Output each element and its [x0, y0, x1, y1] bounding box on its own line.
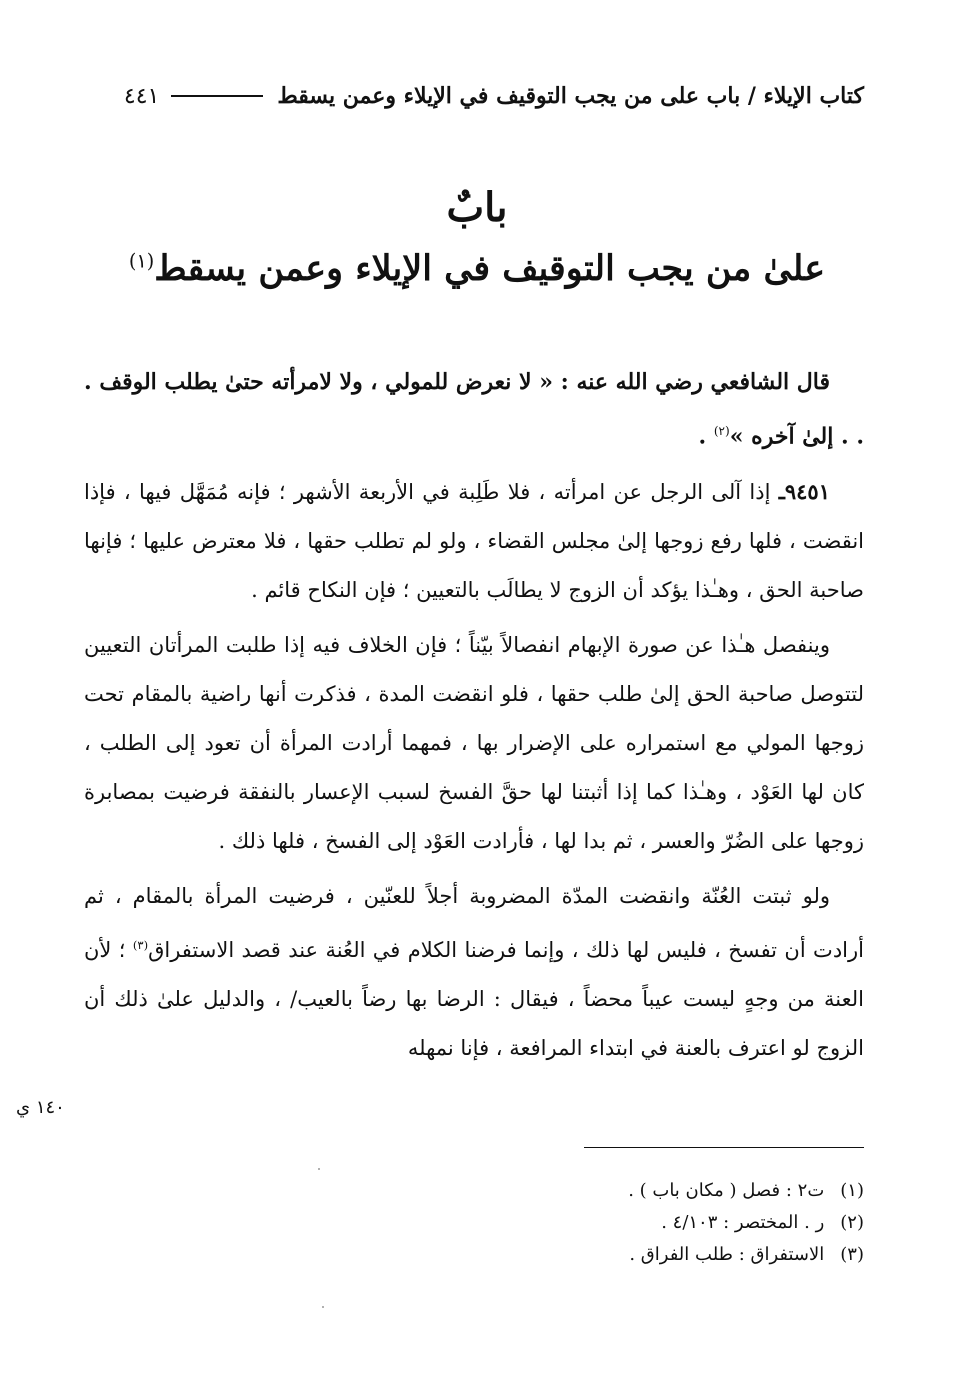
paragraph-3-text-a: ولو ثبتت العُنّة وانقضت المدّة المضروبة أجلاً للعنّين ، فرضيت المرأة بالمقام ، ثم أرادت أن تفسخ ، فليس لها ذلك ، وإنما فرضنا الكلام في العُنة عند قصد الاستفراق [84, 884, 864, 963]
main-text [84, 358, 864, 1079]
footnote-ref-2: (٢) [713, 424, 730, 438]
paragraph-number: ٩٤٥١ـ [778, 479, 830, 505]
paragraph-9451 [84, 467, 864, 615]
chapter-heading: بابٌ [446, 184, 508, 231]
lead-quote-text: قال الشافعي رضي الله عنه : « لا نعرض للمولي ، ولا لامرأته حتىٰ يطلب الوقف . . . إلىٰ آخره » [84, 369, 864, 450]
chapter-title [120, 248, 834, 289]
header-rule [171, 95, 263, 97]
lead-quote [84, 358, 864, 461]
footnote-number: (٢) [840, 1212, 864, 1233]
paragraph-3-text-b: ؛ لأن العنة من وجهٍ ليست عيباً محضاً ، فيقال : الرضا بها رضاً بالعيب/ ، والدليل علىٰ ذلك أن الزوج لو اعترف بالعنة في ابتداء المرافعة ، فإنا نمهله [84, 938, 864, 1061]
chapter-title-text: علىٰ من يجب التوقيف في الإيلاء وعمن يسقط [154, 248, 826, 289]
running-title: كتاب الإيلاء / باب على من يجب التوقيف في الإيلاء وعمن يسقط [277, 83, 864, 109]
footnote-number: (١) [840, 1180, 864, 1201]
footnote-number: (٣) [840, 1244, 864, 1265]
scan-speck [318, 1168, 320, 1170]
footnote-text: الاستفراق : طلب الفراق . [629, 1244, 825, 1265]
lead-quote-tail: . [698, 423, 714, 450]
footnote-text: ت٢ : فصل ( مكان باب ) . [628, 1180, 825, 1201]
page-number: ٤٤١ [123, 83, 160, 109]
footnote-item [300, 1175, 864, 1207]
footnote-item [300, 1207, 864, 1239]
footnotes [300, 1175, 864, 1271]
paragraph-3 [84, 872, 864, 1073]
paragraph-text: إذا آلى الرجل عن امرأته ، فلا طَلِبة في الأربعة الأشهر ؛ فإنه مُمَهَّل فيها ، فإذا انقضت ، فلها رفع زوجها إلىٰ مجلس القضاء ، ولو لم تطلب حقها ، فلا معترض عليها ؛ فإنها صاحبة الحق ، وهـٰذا يؤكد أن الزوج لا يطالَب بالتعيين ؛ فإن النكاح قائم . [84, 480, 864, 603]
running-header [108, 78, 864, 114]
footnote-ref-3: (٣) [132, 938, 149, 953]
footnote-divider [584, 1147, 864, 1148]
margin-manuscript-ref: ١٤٠ ي [16, 1097, 65, 1118]
footnote-item [300, 1239, 864, 1271]
footnote-ref-1: (١) [128, 249, 155, 273]
paragraph-2: وينفصل هـٰذا عن صورة الإبهام انفصالاً بيّناً ؛ فإن الخلاف فيه إذا طلبت المرأتان التعيين لتتوصل صاحبة الحق إلىٰ طلب حقها ، فلو انقضت المدة ، فذكرت أنها راضية بالمقام تحت زوجها المولي مع استمراره على الإضرار بها ، فمهما أرادت المرأة أن تعود إلى الطلب ، كان لها العَوْد ، وهـٰذا كما إذا أثبتنا لها حقَّ الفسخ لسبب الإعسار بالنفقة فرضيت بمصابرة زوجها على الضُرّ والعسر ، ثم بدا لها ، فأرادت العَوْد إلى الفسخ ، فلها ذلك . [84, 633, 864, 854]
scan-speck [322, 1306, 324, 1308]
footnote-text: ر . المختصر : ٤/١٠٣ . [661, 1212, 825, 1233]
